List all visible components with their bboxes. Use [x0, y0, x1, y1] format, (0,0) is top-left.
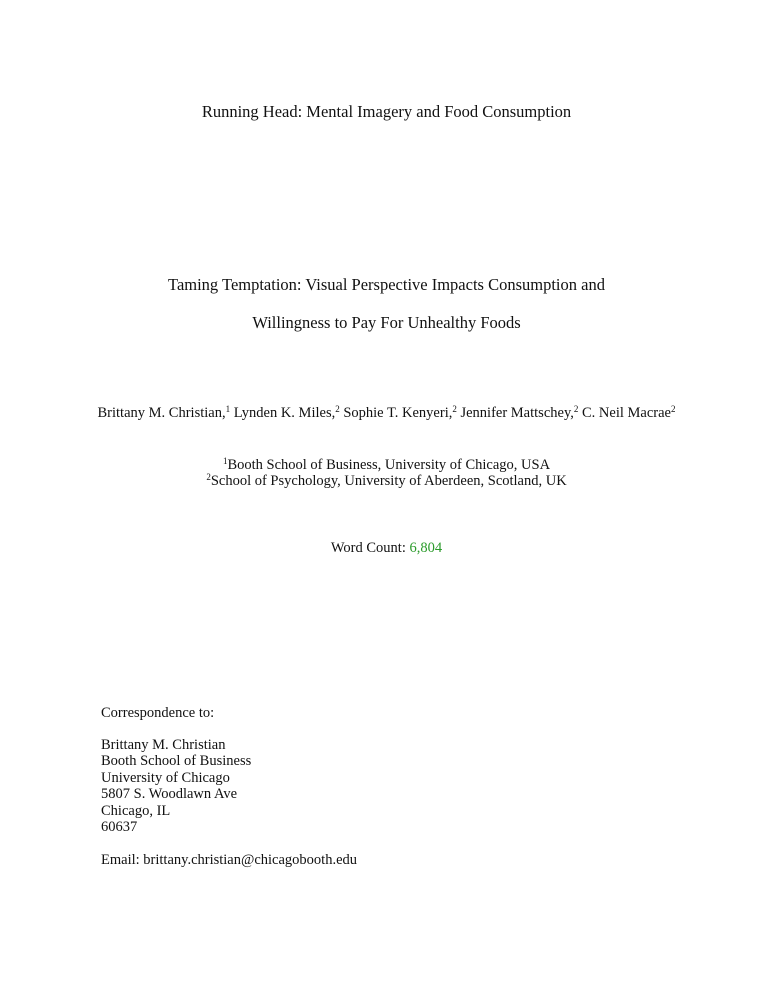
author-name: Lynden K. Miles,	[230, 405, 336, 421]
author-affiliation-mark: 2	[671, 404, 676, 414]
address-line: 5807 S. Woodlawn Ave	[101, 786, 238, 803]
title-line-1: Taming Temptation: Visual Perspective Impacts Consumption and	[168, 275, 605, 294]
affiliation-2	[0, 474, 773, 489]
author-name: Jennifer Mattschey,	[456, 405, 574, 421]
address-line: 60637	[101, 818, 138, 835]
correspondence-label: Correspondence to:	[101, 705, 215, 721]
word-count-value: 6,804	[409, 540, 443, 556]
author-name: C. Neil Macrae	[578, 405, 671, 421]
affiliation-text: School of Psychology, University of Aberdeen, Scotland, UK	[210, 473, 567, 489]
affiliation-mark: 1	[222, 456, 228, 466]
author-name: Brittany M. Christian,	[97, 405, 226, 421]
author-affiliation-mark: 2	[573, 404, 579, 414]
author-name: Sophie T. Kenyeri,	[339, 405, 453, 421]
author-list	[0, 406, 773, 421]
address-line: University of Chicago	[101, 769, 230, 786]
running-head: Running Head: Mental Imagery and Food Consumption	[201, 102, 572, 121]
affiliation-1	[0, 458, 773, 473]
correspondence-email: Email: brittany.christian@chicagobooth.edu	[101, 852, 358, 868]
address-line: Brittany M. Christian	[101, 737, 226, 753]
affiliation-text: Booth School of Business, University of Chicago, USA	[227, 457, 551, 473]
author-affiliation-mark: 2	[452, 404, 457, 414]
word-count	[0, 541, 773, 556]
author-affiliation-mark: 1	[225, 404, 231, 414]
title-line-2: Willingness to Pay For Unhealthy Foods	[252, 313, 521, 332]
author-affiliation-mark: 2	[335, 404, 340, 414]
address-line: Chicago, IL	[101, 802, 171, 819]
address-line: Booth School of Business	[101, 753, 252, 770]
word-count-label: Word Count:	[330, 540, 410, 556]
affiliation-mark: 2	[206, 472, 211, 482]
correspondence-address	[101, 737, 251, 835]
